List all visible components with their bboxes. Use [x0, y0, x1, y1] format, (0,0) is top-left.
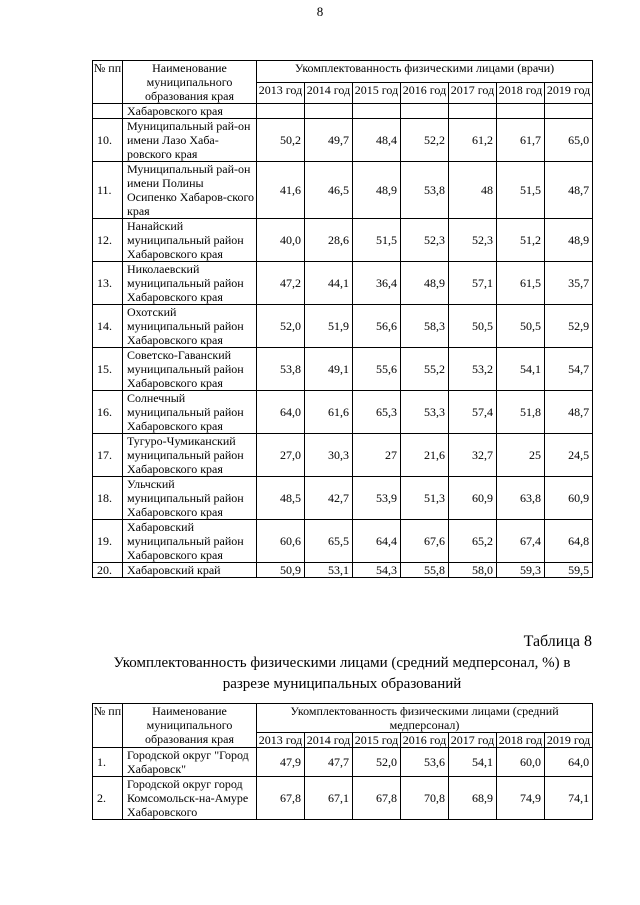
staffing-value: 48,5	[257, 477, 305, 520]
col-group-header: Укомплектованность физическими лицами (врачи)	[257, 61, 593, 83]
staffing-value: 61,7	[497, 119, 545, 162]
staffing-value: 52,3	[449, 219, 497, 262]
continuation-row	[93, 104, 593, 119]
nurses-staffing-table	[92, 703, 593, 820]
row-number: 20.	[93, 563, 123, 578]
year-header: 2016 год	[401, 733, 449, 748]
staffing-value: 49,7	[305, 119, 353, 162]
staffing-value: 47,7	[305, 748, 353, 777]
staffing-value: 67,4	[497, 520, 545, 563]
staffing-value: 63,8	[497, 477, 545, 520]
staffing-value: 65,5	[305, 520, 353, 563]
year-header: 2017 год	[449, 733, 497, 748]
staffing-value: 65,0	[545, 119, 593, 162]
staffing-value: 27,0	[257, 434, 305, 477]
staffing-value: 28,6	[305, 219, 353, 262]
table-caption-number: Таблица 8	[523, 633, 592, 650]
year-header: 2016 год	[401, 82, 449, 104]
staffing-value: 42,7	[305, 477, 353, 520]
row-number: 16.	[93, 391, 123, 434]
municipality-name: Николаевский муниципальный район Хабаровского края	[123, 262, 257, 305]
year-header: 2018 год	[497, 82, 545, 104]
staffing-value: 52,9	[545, 305, 593, 348]
staffing-value: 55,2	[401, 348, 449, 391]
staffing-value: 40,0	[257, 219, 305, 262]
staffing-value: 55,6	[353, 348, 401, 391]
staffing-value: 25	[497, 434, 545, 477]
staffing-value: 53,6	[401, 748, 449, 777]
staffing-value: 67,6	[401, 520, 449, 563]
year-header: 2019 год	[545, 733, 593, 748]
municipality-name: Нанайский муниципальный район Хабаровского края	[123, 219, 257, 262]
staffing-value: 64,4	[353, 520, 401, 563]
staffing-value: 50,5	[497, 305, 545, 348]
municipality-name: Ульчский муниципальный район Хабаровского края	[123, 477, 257, 520]
staffing-value: 41,6	[257, 162, 305, 219]
table-row	[93, 477, 593, 520]
table-row	[93, 162, 593, 219]
staffing-value: 24,5	[545, 434, 593, 477]
staffing-value: 57,1	[449, 262, 497, 305]
table-row	[93, 262, 593, 305]
row-number: 17.	[93, 434, 123, 477]
col-number-header: № пп	[93, 61, 123, 104]
municipality-name: Охотский муниципальный район Хабаровского края	[123, 305, 257, 348]
staffing-value: 47,2	[257, 262, 305, 305]
year-header: 2014 год	[305, 733, 353, 748]
staffing-value: 51,5	[497, 162, 545, 219]
staffing-value: 48,4	[353, 119, 401, 162]
staffing-value: 53,2	[449, 348, 497, 391]
year-header: 2013 год	[257, 733, 305, 748]
municipality-name: Городской округ город Комсомольск-на-Амуре Хабаровского	[123, 777, 257, 820]
municipality-name: Муниципальный рай-он имени Лазо Хаба-ровского края	[123, 119, 257, 162]
year-header: 2015 год	[353, 733, 401, 748]
staffing-value: 53,3	[401, 391, 449, 434]
staffing-value: 61,6	[305, 391, 353, 434]
staffing-value: 53,1	[305, 563, 353, 578]
staffing-value: 51,3	[401, 477, 449, 520]
staffing-value: 50,2	[257, 119, 305, 162]
staffing-value: 53,8	[401, 162, 449, 219]
table-caption-title: Укомплектованность физическими лицами (средний медперсонал, %) в разрезе муниципальных образований	[113, 655, 571, 692]
staffing-value: 52,0	[353, 748, 401, 777]
staffing-value: 65,2	[449, 520, 497, 563]
staffing-value: 50,5	[449, 305, 497, 348]
staffing-value: 21,6	[401, 434, 449, 477]
col-name-header: Наименование муниципального образования края	[123, 704, 257, 748]
staffing-value: 48,7	[545, 391, 593, 434]
staffing-value: 67,1	[305, 777, 353, 820]
year-header: 2018 год	[497, 733, 545, 748]
staffing-value: 35,7	[545, 262, 593, 305]
staffing-value: 53,9	[353, 477, 401, 520]
staffing-value: 55,8	[401, 563, 449, 578]
staffing-value: 59,3	[497, 563, 545, 578]
staffing-value: 61,5	[497, 262, 545, 305]
municipality-name: Муниципальный рай-он имени Полины Осипенко Хабаров-ского края	[123, 162, 257, 219]
staffing-value: 51,8	[497, 391, 545, 434]
staffing-value: 64,0	[545, 748, 593, 777]
staffing-value: 44,1	[305, 262, 353, 305]
row-number: 19.	[93, 520, 123, 563]
staffing-value: 51,2	[497, 219, 545, 262]
staffing-value: 54,1	[497, 348, 545, 391]
col-group-header: Укомплектованность физическими лицами (средний медперсонал)	[257, 704, 593, 733]
staffing-value: 54,3	[353, 563, 401, 578]
municipality-name: Городской округ "Город Хабаровск"	[123, 748, 257, 777]
staffing-value: 36,4	[353, 262, 401, 305]
staffing-value: 52,2	[401, 119, 449, 162]
staffing-value: 58,0	[449, 563, 497, 578]
staffing-value: 58,3	[401, 305, 449, 348]
staffing-value: 54,7	[545, 348, 593, 391]
table-row	[93, 563, 593, 578]
year-header: 2015 год	[353, 82, 401, 104]
year-header: 2017 год	[449, 82, 497, 104]
staffing-value: 52,3	[401, 219, 449, 262]
staffing-value: 49,1	[305, 348, 353, 391]
year-header: 2013 год	[257, 82, 305, 104]
doctors-staffing-table	[92, 60, 593, 578]
staffing-value: 67,8	[257, 777, 305, 820]
staffing-value: 52,0	[257, 305, 305, 348]
staffing-value: 59,5	[545, 563, 593, 578]
municipality-name: Хабаровский муниципальный район Хабаровского края	[123, 520, 257, 563]
staffing-value: 51,5	[353, 219, 401, 262]
table-row	[93, 348, 593, 391]
table-row	[93, 520, 593, 563]
table-row	[93, 777, 593, 820]
staffing-value: 74,1	[545, 777, 593, 820]
municipality-name: Хабаровский край	[123, 563, 257, 578]
page-number: 8	[316, 4, 324, 19]
staffing-value: 48,9	[401, 262, 449, 305]
row-number: 10.	[93, 119, 123, 162]
staffing-value: 60,6	[257, 520, 305, 563]
continuation-text: Хабаровского края	[123, 104, 257, 119]
staffing-value: 51,9	[305, 305, 353, 348]
municipality-name: Солнечный муниципальный район Хабаровского края	[123, 391, 257, 434]
staffing-value: 60,9	[545, 477, 593, 520]
staffing-value: 53,8	[257, 348, 305, 391]
table-row	[93, 748, 593, 777]
staffing-value: 68,9	[449, 777, 497, 820]
staffing-value: 48,7	[545, 162, 593, 219]
staffing-value: 65,3	[353, 391, 401, 434]
table-row	[93, 119, 593, 162]
row-number: 15.	[93, 348, 123, 391]
staffing-value: 50,9	[257, 563, 305, 578]
table-row	[93, 305, 593, 348]
year-header: 2019 год	[545, 82, 593, 104]
staffing-value: 47,9	[257, 748, 305, 777]
municipality-name: Тугуро-Чумиканский муниципальный район Хабаровского края	[123, 434, 257, 477]
staffing-value: 60,0	[497, 748, 545, 777]
staffing-value: 48,9	[353, 162, 401, 219]
staffing-value: 70,8	[401, 777, 449, 820]
staffing-value: 48,9	[545, 219, 593, 262]
row-number: 1.	[93, 748, 123, 777]
staffing-value: 46,5	[305, 162, 353, 219]
row-number: 13.	[93, 262, 123, 305]
staffing-value: 74,9	[497, 777, 545, 820]
year-header: 2014 год	[305, 82, 353, 104]
staffing-value: 48	[449, 162, 497, 219]
staffing-value: 32,7	[449, 434, 497, 477]
table-row	[93, 219, 593, 262]
row-number: 2.	[93, 777, 123, 820]
row-number: 14.	[93, 305, 123, 348]
staffing-value: 27	[353, 434, 401, 477]
municipality-name: Советско-Гаванский муниципальный район Хабаровского края	[123, 348, 257, 391]
staffing-value: 30,3	[305, 434, 353, 477]
staffing-value: 64,0	[257, 391, 305, 434]
col-name-header: Наименование муниципального образования края	[123, 61, 257, 104]
staffing-value: 57,4	[449, 391, 497, 434]
row-number: 18.	[93, 477, 123, 520]
staffing-value: 54,1	[449, 748, 497, 777]
row-number: 12.	[93, 219, 123, 262]
col-number-header: № пп	[93, 704, 123, 748]
table-row	[93, 434, 593, 477]
table-row	[93, 391, 593, 434]
staffing-value: 60,9	[449, 477, 497, 520]
staffing-value: 64,8	[545, 520, 593, 563]
staffing-value: 56,6	[353, 305, 401, 348]
row-number: 11.	[93, 162, 123, 219]
staffing-value: 61,2	[449, 119, 497, 162]
staffing-value: 67,8	[353, 777, 401, 820]
